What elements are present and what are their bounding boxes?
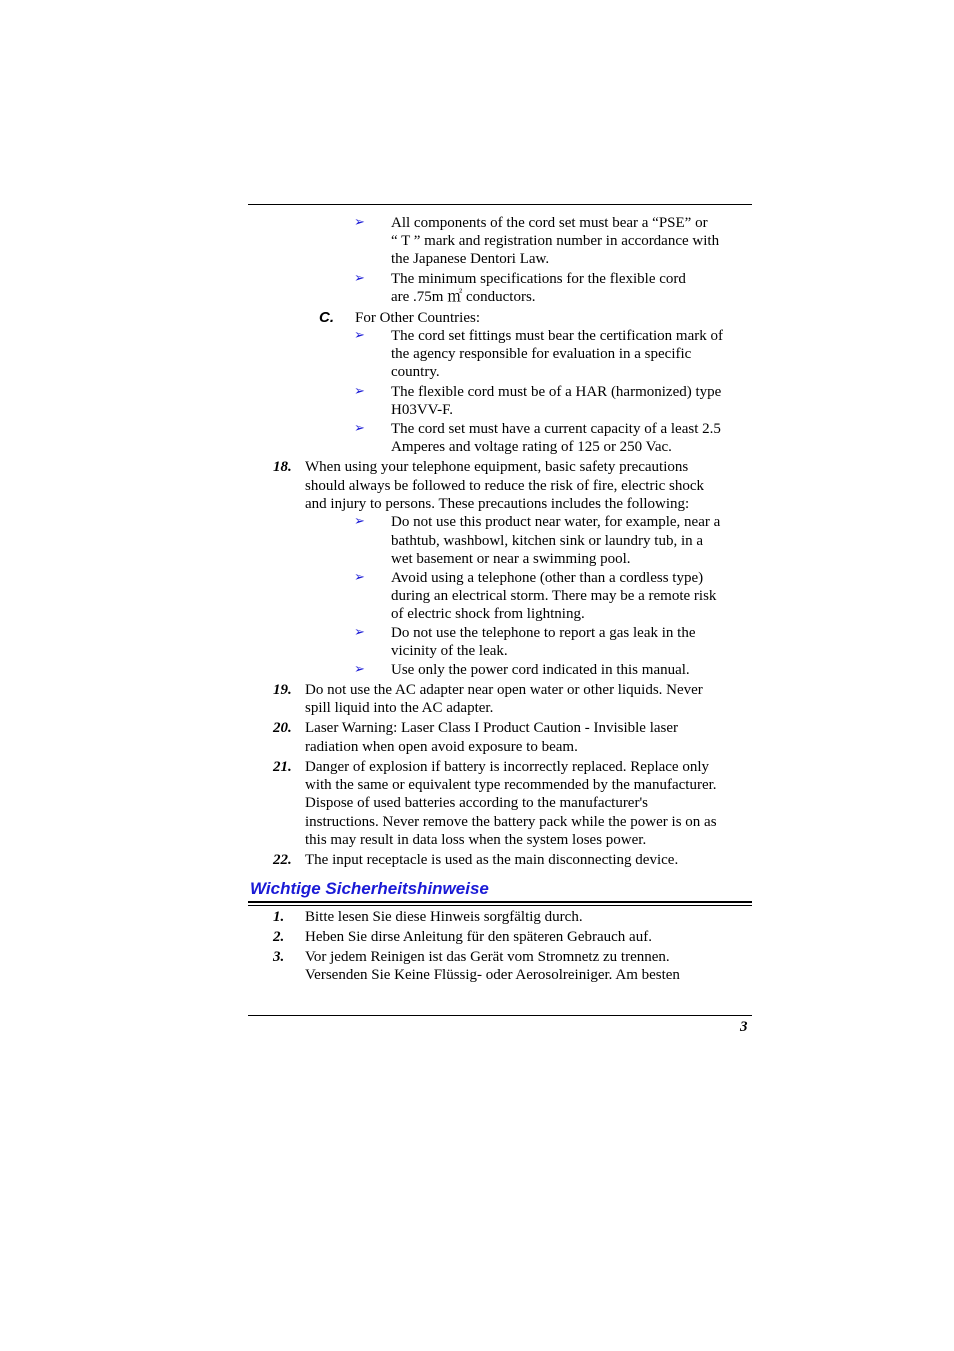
bullet-text: of electric shock from lightning.	[391, 606, 585, 622]
bullet-text: The flexible cord must be of a HAR (harmonized) type	[391, 384, 722, 400]
bullet-arrow-icon: ➢	[354, 570, 365, 585]
item-number: 3.	[273, 949, 285, 965]
bullet-arrow-icon: ➢	[354, 215, 365, 230]
bullet-text: wet basement or near a swimming pool.	[391, 551, 631, 567]
bullet-text: bathtub, washbowl, kitchen sink or laundry tub, in a	[391, 533, 704, 549]
section-title: For Other Countries:	[355, 310, 480, 326]
item-number: 18.	[273, 459, 292, 475]
item-text: with the same or equivalent type recommended by the manufacturer.	[305, 777, 717, 793]
item-text: instructions. Never remove the battery pack while the power is on as	[305, 814, 717, 830]
item-number: 21.	[273, 759, 292, 775]
item-text: Danger of explosion if battery is incorrectly replaced. Replace only	[305, 759, 710, 775]
bullet-text: the Japanese Dentori Law.	[391, 251, 550, 267]
bullet-arrow-icon: ➢	[354, 384, 365, 399]
item-number: 19.	[273, 682, 292, 698]
bullet-text: Do not use this product near water, for example, near a	[391, 514, 721, 530]
item-text: should always be followed to reduce the risk of fire, electric shock	[305, 478, 705, 494]
item-text: Laser Warning: Laser Class I Product Caution - Invisible laser	[305, 720, 679, 736]
bullet-arrow-icon: ➢	[354, 625, 365, 640]
bullet-arrow-icon: ➢	[354, 662, 365, 677]
heading-rule-thin	[248, 905, 752, 906]
bullet-arrow-icon: ➢	[354, 328, 365, 343]
section-heading: Wichtige Sicherheitshinweise	[250, 879, 489, 898]
footer-rule	[248, 1015, 752, 1016]
bullet-text: Do not use the telephone to report a gas leak in the	[391, 625, 696, 641]
bullet-arrow-icon: ➢	[354, 271, 365, 286]
bullet-text: vicinity of the leak.	[391, 643, 508, 659]
item-text: Versenden Sie Keine Flüssig- oder Aerosolreiniger. Am besten	[305, 967, 680, 983]
item-text: When using your telephone equipment, basic safety precautions	[305, 459, 689, 475]
bullet-text: during an electrical storm. There may be a remote risk	[391, 588, 717, 604]
item-text: Do not use the AC adapter near open water or other liquids. Never	[305, 682, 703, 698]
item-text: The input receptacle is used as the main disconnecting device.	[305, 852, 679, 868]
item-number: 1.	[273, 909, 285, 925]
item-text: spill liquid into the AC adapter.	[305, 700, 494, 716]
item-text: Dispose of used batteries according to the manufacturer's	[305, 795, 649, 811]
item-number: 22.	[273, 852, 292, 868]
item-number: 20.	[273, 720, 292, 736]
bullet-text: Use only the power cord indicated in this manual.	[391, 662, 690, 678]
bullet-text: The cord set must have a current capacity of a least 2.5	[391, 421, 721, 437]
item-text: radiation when open avoid exposure to beam.	[305, 739, 578, 755]
heading-rule	[248, 901, 752, 903]
item-number: 2.	[273, 929, 285, 945]
bullet-text: H03VV-F.	[391, 402, 454, 418]
item-text: Vor jedem Reinigen ist das Gerät vom Stromnetz zu trennen.	[305, 949, 670, 965]
bullet-text: Avoid using a telephone (other than a cordless type)	[391, 570, 704, 586]
bullet-arrow-icon: ➢	[354, 421, 365, 436]
item-text: this may result in data loss when the system loses power.	[305, 832, 647, 848]
section-letter: C.	[319, 309, 334, 326]
bullet-arrow-icon: ➢	[354, 514, 365, 529]
bullet-text: are .75m ㎡ conductors.	[391, 289, 536, 305]
item-text: and injury to persons. These precautions includes the following:	[305, 496, 690, 512]
page-number: 3	[740, 1019, 748, 1035]
item-text: Bitte lesen Sie diese Hinweis sorgfältig durch.	[305, 909, 583, 925]
bullet-text: “ T ” mark and registration number in accordance with	[391, 233, 720, 249]
bullet-text: The minimum specifications for the flexible cord	[391, 271, 686, 287]
bullet-text: country.	[391, 364, 440, 380]
bullet-text: The cord set fittings must bear the certification mark of	[391, 328, 723, 344]
item-text: Heben Sie dirse Anleitung für den späteren Gebrauch auf.	[305, 929, 652, 945]
bullet-text: Amperes and voltage rating of 125 or 250 Vac.	[391, 439, 672, 455]
top-rule	[248, 204, 752, 205]
bullet-text: All components of the cord set must bear a “PSE” or	[391, 215, 708, 231]
bullet-text: the agency responsible for evaluation in a specific	[391, 346, 692, 362]
